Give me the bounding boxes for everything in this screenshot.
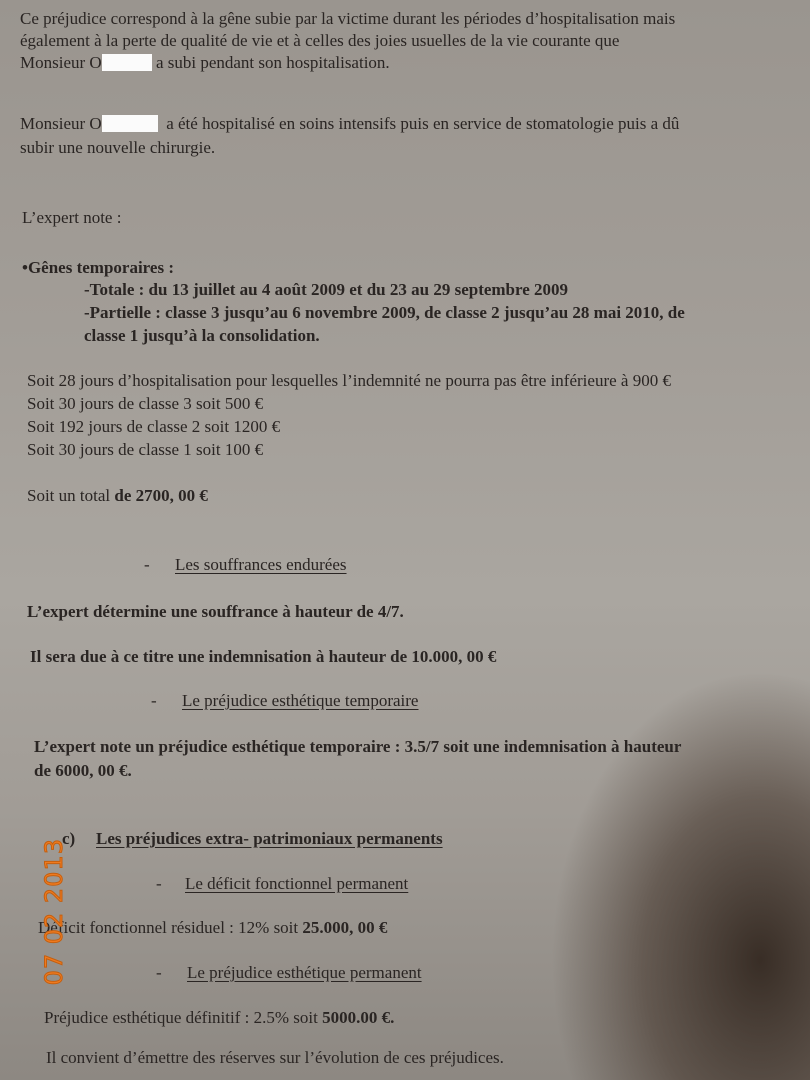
redacted-name	[102, 115, 158, 132]
esthetique-temporaire-heading: Le préjudice esthétique temporaire	[182, 691, 419, 710]
total-line	[27, 485, 208, 507]
para2-line1-after: a été hospitalisé en soins intensifs puis en service de stomatologie puis a dû	[166, 114, 680, 133]
total-amount: de 2700, 00 €	[114, 486, 208, 505]
para1-line1: Ce préjudice correspond à la gêne subie par la victime durant les périodes d’hospitalisation mais	[20, 9, 676, 28]
esthetique-permanent-line	[44, 1007, 394, 1029]
para2-line1-before: Monsieur O	[20, 114, 102, 133]
deficit-line	[38, 917, 387, 939]
genes-partielle-line2: classe 1 jusqu’à la consolidation.	[84, 326, 320, 345]
esthetique-permanent-prefix: Préjudice esthétique définitif : 2.5% soit	[44, 1008, 323, 1027]
esthetique-permanent-heading: Le préjudice esthétique permanent	[187, 963, 422, 982]
expert-note-label: L’expert note :	[22, 208, 122, 227]
esthetique-temporaire-dash: -	[151, 691, 157, 710]
genes-partielle-line1: -Partielle : classe 3 jusqu’au 6 novembre 2009, de classe 2 jusqu’au 28 mai 2010, de	[84, 303, 685, 322]
soit-line: Soit 28 jours d’hospitalisation pour lesquelles l’indemnité ne pourra pas être inférieure à 900 €	[27, 371, 671, 390]
para1-line3-before: Monsieur O	[20, 53, 102, 72]
genes-title: •Gênes temporaires :	[22, 258, 174, 277]
para2-line2: subir une nouvelle chirurgie.	[20, 138, 216, 157]
esthetique-temporaire-line2: de 6000, 00 €.	[34, 761, 132, 780]
camera-date-stamp: 07 02 2013	[40, 838, 68, 986]
deficit-amount: 25.000, 00 €	[302, 918, 388, 937]
closing-line: Il convient d’émettre des réserves sur l’évolution de ces préjudices.	[46, 1048, 504, 1067]
souffrances-line1: L’expert détermine une souffrance à hauteur de 4/7.	[27, 602, 404, 621]
souffrances-heading: Les souffrances endurées	[175, 555, 347, 574]
souffrances-dash: -	[144, 555, 150, 574]
section-c-heading: Les préjudices extra- patrimoniaux permanents	[96, 829, 443, 848]
total-prefix: Soit un total	[27, 486, 115, 505]
soit-line: Soit 30 jours de classe 1 soit 100 €	[27, 440, 264, 459]
soit-line: Soit 192 jours de classe 2 soit 1200 €	[27, 417, 281, 436]
esthetique-temporaire-line1: L’expert note un préjudice esthétique temporaire : 3.5/7 soit une indemnisation à hauteur	[34, 737, 682, 756]
redacted-name	[102, 54, 152, 71]
section-c-label: c)	[62, 829, 76, 848]
para1-line3-after: a subi pendant son hospitalisation.	[155, 53, 390, 72]
deficit-heading: Le déficit fonctionnel permanent	[185, 874, 409, 893]
deficit-prefix: Déficit fonctionnel résiduel : 12% soit	[38, 918, 303, 937]
genes-totale: -Totale : du 13 juillet au 4 août 2009 et du 23 au 29 septembre 2009	[84, 280, 569, 299]
para2-line1	[20, 113, 679, 135]
esthetique-permanent-dash: -	[156, 963, 162, 982]
para1-line3	[20, 52, 390, 74]
souffrances-line2: Il sera due à ce titre une indemnisation à hauteur de 10.000, 00 €	[30, 647, 497, 666]
para1-line2: également à la perte de qualité de vie et à celles des joies usuelles de la vie courante que	[20, 31, 620, 50]
soit-line: Soit 30 jours de classe 3 soit 500 €	[27, 394, 264, 413]
esthetique-permanent-amount: 5000.00 €.	[322, 1008, 395, 1027]
deficit-dash: -	[156, 874, 162, 893]
